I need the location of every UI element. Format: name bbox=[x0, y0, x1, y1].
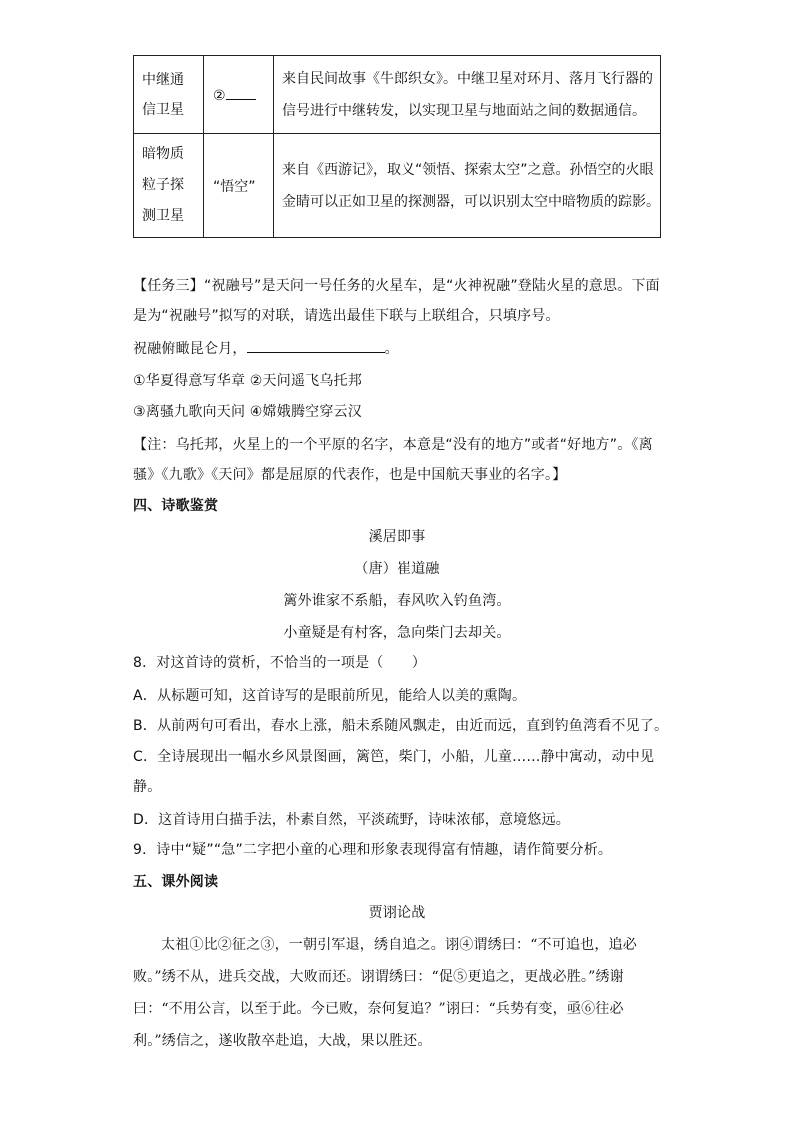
cell-text: 金睛可以正如卫星的探测器，可以识别太空中暗物质的踪影。 bbox=[282, 193, 660, 210]
table-cell-nickname bbox=[204, 56, 274, 134]
cell-text: ② bbox=[213, 87, 226, 104]
option-d: D．这首诗用白描手法，朴素自然，平淡疏野，诗味浓郁，意境悠远。 bbox=[133, 812, 570, 828]
poem-line2: 小童疑是有村客，急向柴门去却关。 bbox=[283, 625, 511, 641]
table-cell-name bbox=[134, 134, 204, 238]
table-row bbox=[134, 134, 661, 238]
passage-line4: 利。”绣信之，遂收散卒赴追，大战，果以胜还。 bbox=[133, 1033, 432, 1049]
task3-line1: 【任务三】“祝融号”是天问一号任务的火星车，是“火神祝融”登陆火星的意思。下面 bbox=[133, 278, 660, 294]
passage-line3: 曰：“不用公言，以至于此。今已败，奈何复追？”诩曰：“兵势有变，亟⑥往必 bbox=[133, 1001, 624, 1017]
cell-text: 来自《西游记》，取义“领悟、探索太空”之意。孙悟空的火眼 bbox=[282, 161, 654, 178]
cell-text: “悟空” bbox=[213, 178, 256, 195]
couplet-options-2: ③离骚九歌向天问 ④嫦娥腾空穿云汉 bbox=[133, 404, 362, 420]
cell-text: 中继通 bbox=[142, 71, 184, 88]
note-line1: 【注：乌托邦，火星上的一个平原的名字，本意是“没有的地方”或者“好地方”。《离 bbox=[133, 437, 653, 453]
couplet-line bbox=[133, 339, 399, 359]
poem-line1: 篱外谁家不系船，春风吹入钓鱼湾。 bbox=[283, 593, 511, 609]
cell-text: 来自民间故事《牛郎织女》。中继卫星对环月、落月飞行器的 bbox=[282, 70, 653, 87]
section4-heading: 四、诗歌鉴赏 bbox=[133, 498, 219, 514]
option-b: B．从前两句可看出，春水上涨，船未系随风飘走，由近而远，直到钓鱼湾看不见了。 bbox=[133, 718, 669, 734]
passage-line1: 太祖①比②征之③，一朝引军退，绣自追之。诩④谓绣曰：“不可追也，追必 bbox=[161, 937, 637, 953]
couplet-answer-blank[interactable] bbox=[247, 339, 385, 353]
poem-title: 溪居即事 bbox=[368, 529, 426, 545]
question-9: 9．诗中“疑”“急”二字把小童的心理和形象表现得富有情趣，请作简要分析。 bbox=[133, 842, 613, 858]
couplet-options-1: ①华夏得意写华章 ②天问遥飞乌托邦 bbox=[133, 373, 362, 389]
option-c-line1: C．全诗展现出一幅水乡风景图画，篱笆，柴门，小船，儿童……静中寓动，动中见 bbox=[133, 749, 655, 765]
section5-heading: 五、课外阅读 bbox=[133, 874, 219, 890]
option-c-line2: 静。 bbox=[133, 779, 162, 795]
couplet-suffix: 。 bbox=[384, 341, 399, 357]
passage-title: 贾诩论战 bbox=[368, 905, 426, 921]
table-cell-desc bbox=[274, 134, 661, 238]
question-8: 8．对这首诗的赏析，不恰当的一项是（ ） bbox=[133, 655, 427, 671]
satellite-table bbox=[133, 55, 661, 238]
cell-text: 粒子探 bbox=[142, 177, 184, 193]
passage-line2: 败。”绣不从，进兵交战，大败而还。诩谓绣曰：“促⑤更追之，更战必胜。”绣谢 bbox=[133, 969, 624, 985]
option-a: A．从标题可知，这首诗写的是眼前所见，能给人以美的熏陶。 bbox=[133, 688, 527, 704]
table-cell-nickname bbox=[204, 134, 274, 238]
cell-text: 信号进行中继转发，以实现卫星与地面站之间的数据通信。 bbox=[282, 102, 646, 119]
cell-text: 测卫星 bbox=[142, 208, 184, 224]
poem-author: （唐）崔道融 bbox=[354, 561, 440, 577]
answer-blank[interactable] bbox=[226, 86, 256, 100]
table-cell-name bbox=[134, 56, 204, 134]
task3-line2: 是为“祝融号”拟写的对联，请选出最佳下联与上联组合，只填序号。 bbox=[133, 308, 560, 324]
cell-text: 暗物质 bbox=[142, 146, 184, 162]
couplet-prefix: 祝融俯瞰昆仑月， bbox=[133, 341, 247, 357]
table-cell-desc bbox=[274, 56, 661, 134]
cell-text: 信卫星 bbox=[142, 101, 184, 118]
table-row bbox=[134, 56, 661, 134]
note-line2: 骚》《九歌》《天问》都是屈原的代表作，也是中国航天事业的名字。】 bbox=[133, 467, 567, 483]
